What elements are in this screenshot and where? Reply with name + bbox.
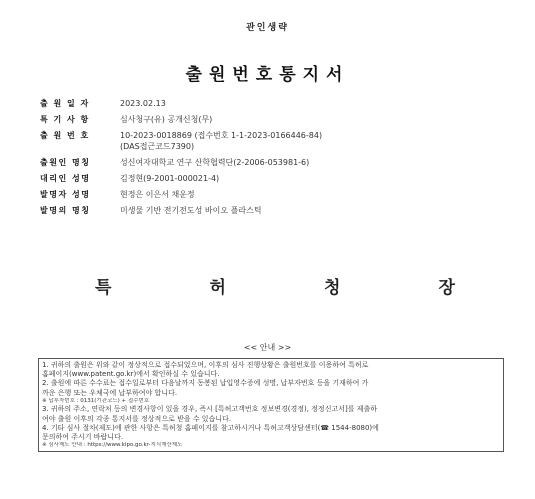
field-row xyxy=(40,98,510,109)
guide-line: 여야 출원 이후의 각종 통지서를 정상적으로 받을 수 있습니다. xyxy=(42,414,232,423)
guide-title: << 안내 >> xyxy=(243,343,292,352)
field-label: 특 기 사 항 xyxy=(40,115,90,124)
field-value xyxy=(120,173,510,184)
field-value-line: (DAS접근코드7390) xyxy=(120,142,195,151)
field-row xyxy=(40,157,510,168)
field-value xyxy=(120,98,510,109)
field-value-line: 성신여자대학교 연구 산학협력단(2-2006-053981-6) xyxy=(120,158,310,167)
guide-line: 홈페이지(www.patent.go.kr)에서 확인하실 수 있습니다. xyxy=(42,370,220,379)
field-value-line: 2023.02.13 xyxy=(120,99,166,108)
guide-line: 4. 기타 심사 절차(제도)에 관한 사항은 특허청 홈페이지를 참고하시거나 특허고객상담센터(☎ 1544-8080)에 xyxy=(42,423,379,432)
field-value xyxy=(120,205,510,216)
guide-line: 2. 출원에 따른 수수료는 접수일로부터 다음날까지 동봉된 납입영수증에 성명, 납부자번호 등을 기재하여 가 xyxy=(42,379,369,388)
issuer-signature xyxy=(95,273,455,298)
field-value-line: 10-2023-0018869 (접수번호 1-1-2023-0166446-84) xyxy=(120,131,323,140)
field-row xyxy=(40,205,510,216)
guide-line: ※ 납부자번호 : 0131(기관코드) + 접수번호 xyxy=(42,397,150,404)
field-value-line: 심사청구(유) 공개신청(무) xyxy=(120,115,213,124)
issuer-char: 장 xyxy=(438,278,455,298)
field-value xyxy=(120,157,510,168)
field-label: 출 원 일 자 xyxy=(40,99,90,108)
field-label: 출 원 번 호 xyxy=(40,131,90,140)
document-title: 출원번호통지서 xyxy=(185,65,350,85)
field-value-line: 김정현(9-2001-000021-4) xyxy=(120,174,220,183)
field-row xyxy=(40,173,510,184)
field-row xyxy=(40,114,510,125)
guide-line: 문의하여 주시기 바랍니다. xyxy=(42,432,124,441)
guide-line: 1. 귀하의 출원은 위와 같이 정상적으로 접수되었으며, 이후의 심사 진행상황은 출원번호를 이용하여 특허로 xyxy=(42,361,369,369)
issuer-char: 청 xyxy=(324,278,341,298)
field-row xyxy=(40,189,510,200)
guide-line: ※ 심사제도 안내 : https://www.kipo.go.kr-지식재산제도 xyxy=(42,442,183,449)
field-label: 대리인 성명 xyxy=(40,174,91,183)
field-value xyxy=(120,130,510,152)
field-value-line: 현정은 이은서 채운정 xyxy=(120,190,195,199)
field-label: 발명자 성명 xyxy=(40,190,91,199)
guide-line: 3. 귀하의 주소, 연락처 등의 변경사항이 있을 경우, 즉시 [특허고객번호 정보변경(경정), 정정신고서]를 제출하 xyxy=(42,405,377,414)
field-label: 발명의 명칭 xyxy=(40,206,91,215)
field-label: 출원인 명칭 xyxy=(40,158,91,167)
guide-line: 까운 은행 또는 우체국에 납부하여야 합니다. xyxy=(42,388,178,397)
application-fields xyxy=(40,98,510,221)
field-row xyxy=(40,130,510,152)
issuer-char: 허 xyxy=(209,278,226,298)
omitted-seal-text: 관인생략 xyxy=(246,23,289,33)
field-value xyxy=(120,114,510,125)
issuer-char: 특 xyxy=(95,278,112,298)
guide-notice-box xyxy=(38,358,504,452)
field-value xyxy=(120,189,510,200)
field-value-line: 미생물 기반 전기전도성 바이오 플라스틱 xyxy=(120,206,262,215)
